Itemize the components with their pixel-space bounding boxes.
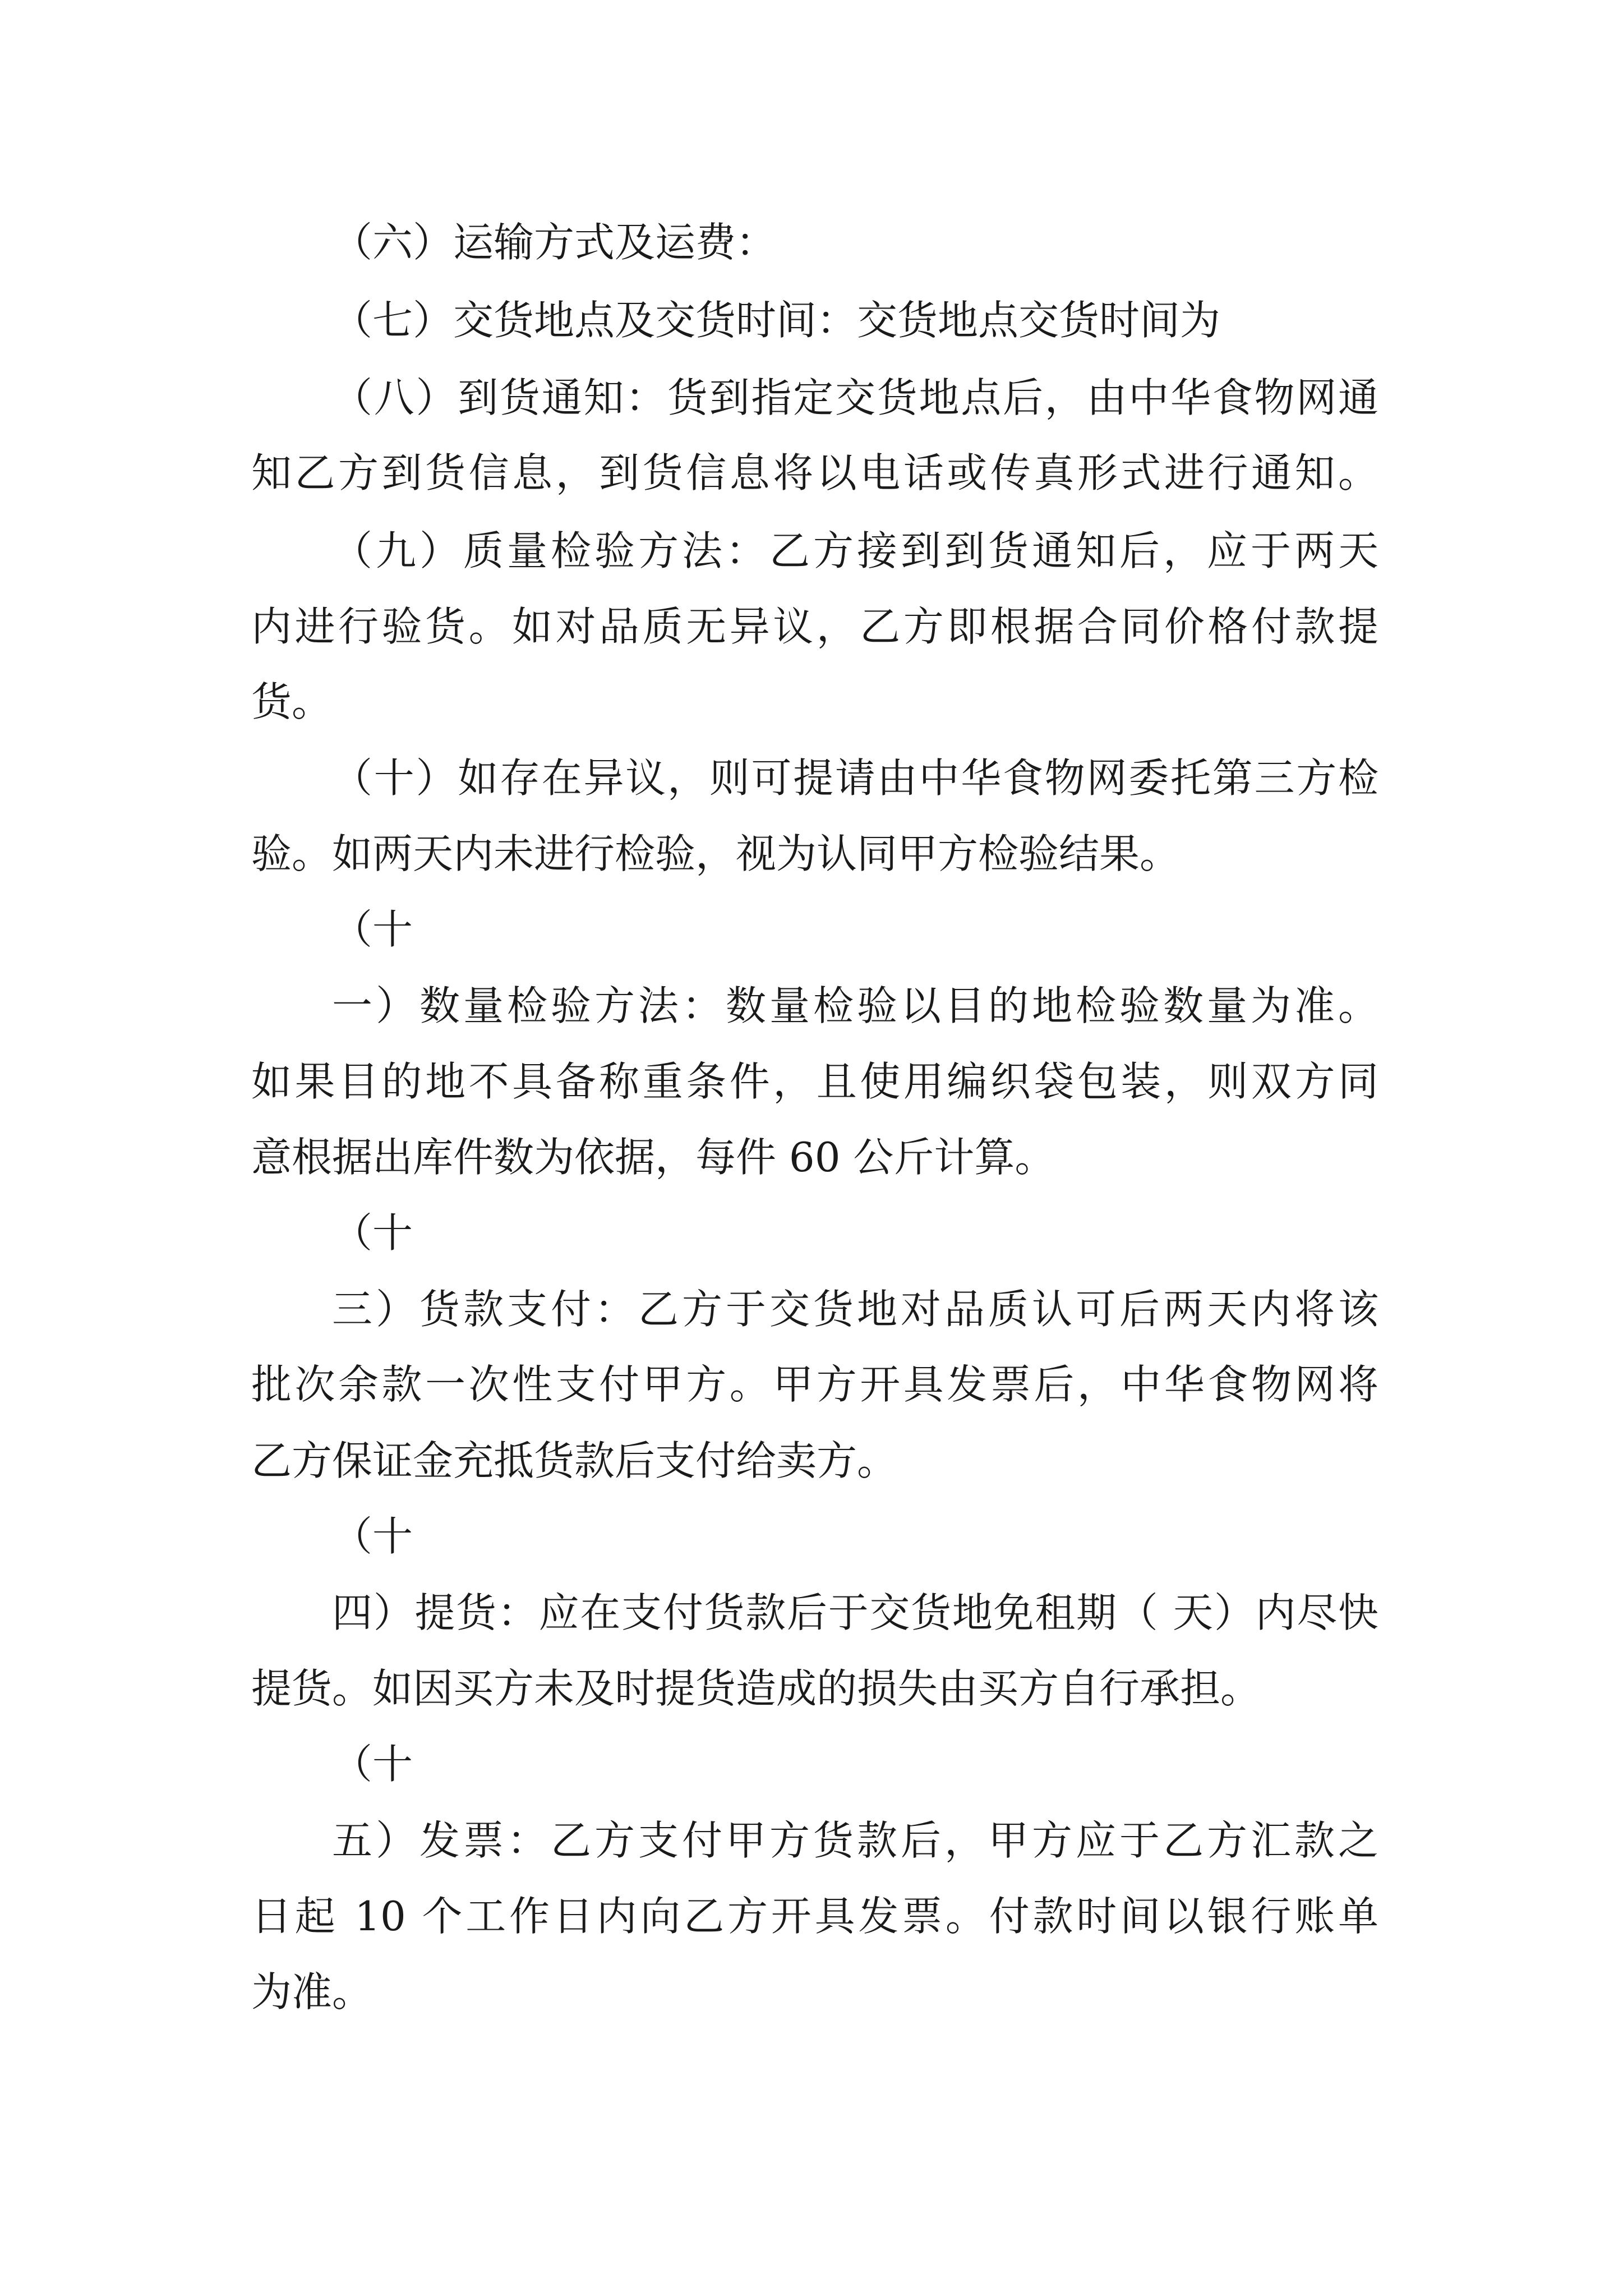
clause-13-line-4: 乙方保证金充抵货款后支付给卖方。: [251, 1437, 898, 1484]
clause-9-line-3: 货。: [251, 678, 333, 725]
clause-14-line-1: （十: [332, 1513, 413, 1560]
clause-15-line-2: 五）发票：乙方支付甲方货款后，甲方应于乙方汇款之: [332, 1817, 1378, 1864]
clause-15-line-4: 为准。: [251, 1968, 373, 2016]
clause-6-line-1: （六）运输方式及运费：: [332, 219, 777, 266]
clause-10-line-1: （十）如存在异议，则可提请由中华食物网委托第三方检: [332, 754, 1378, 802]
clause-14-line-3: 提货。如因买方未及时提货造成的损失由买方自行承担。: [251, 1665, 1261, 1712]
clause-11-line-4: 意根据出库件数为依据，每件 60 公斤计算。: [251, 1134, 1055, 1181]
clause-13-line-3: 批次余款一次性支付甲方。甲方开具发票后，中华食物网将: [251, 1361, 1378, 1408]
clause-13-line-2: 三）货款支付：乙方于交货地对品质认可后两天内将该: [332, 1286, 1378, 1333]
clause-10-line-2: 验。如两天内未进行检验，视为认同甲方检验结果。: [251, 830, 1181, 877]
clause-7-line-1: （七）交货地点及交货时间：交货地点交货时间为: [332, 297, 1221, 344]
clause-9-line-1: （九）质量检验方法：乙方接到到货通知后，应于两天: [332, 527, 1378, 574]
clause-13-line-1: （十: [332, 1209, 413, 1257]
clause-8-line-2: 知乙方到货信息，到货信息将以电话或传真形式进行通知。: [251, 449, 1378, 496]
clause-15-line-1: （十: [332, 1741, 413, 1788]
clause-8-line-1: （八）到货通知：货到指定交货地点后，由中华食物网通: [332, 374, 1378, 421]
clause-11-line-1: （十: [332, 906, 413, 953]
clause-9-line-2: 内进行验货。如对品质无异议，乙方即根据合同价格付款提: [251, 603, 1378, 650]
clause-11-line-3: 如果目的地不具备称重条件，且使用编织袋包装，则双方同: [251, 1058, 1378, 1105]
clause-15-line-3: 日起 10 个工作日内向乙方开具发票。付款时间以银行账单: [251, 1893, 1378, 1940]
clause-14-line-2: 四）提货：应在支付货款后于交货地免租期（ 天）内尽快: [332, 1589, 1378, 1636]
clause-11-line-2: 一）数量检验方法：数量检验以目的地检验数量为准。: [332, 982, 1378, 1029]
